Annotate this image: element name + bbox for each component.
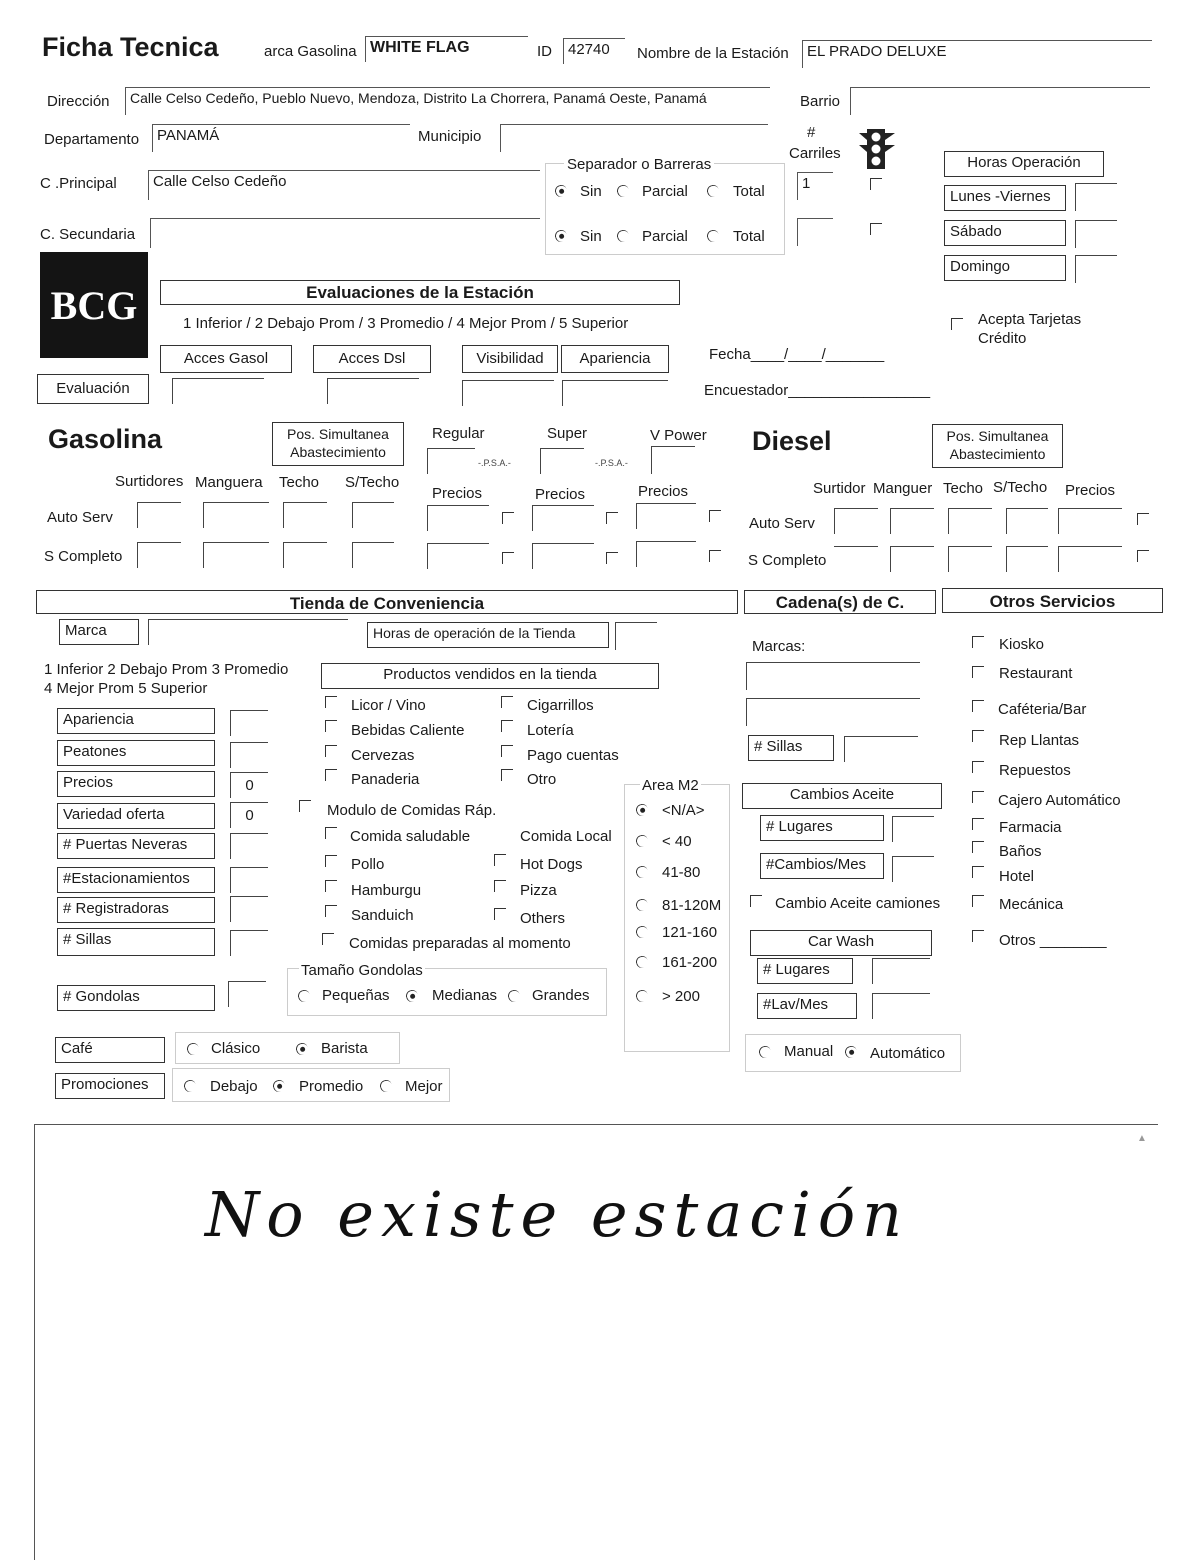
domingo-label: Domingo <box>944 255 1066 281</box>
promedio-label: Promedio <box>299 1078 364 1095</box>
credito-label: Crédito <box>978 330 1027 347</box>
cadena-sillas-field[interactable] <box>844 736 918 762</box>
area-title: Area M2 <box>642 777 699 794</box>
grandes-label: Grandes <box>532 987 590 1004</box>
visibilidad-field[interactable] <box>462 380 554 406</box>
pizza-checkbox[interactable] <box>494 880 506 892</box>
banos-label: Baños <box>999 843 1042 860</box>
tienda-horas-label: Horas de operación de la Tienda <box>367 622 609 648</box>
rating-variedad-label: Variedad oferta <box>57 803 215 829</box>
repuestos-label: Repuestos <box>999 762 1071 779</box>
vpower-precios-header: Precios <box>638 483 689 500</box>
bebidas-label: Bebidas Caliente <box>351 722 465 739</box>
cw-lugares-field[interactable] <box>872 958 930 984</box>
principal-parcial-label: Parcial <box>642 183 688 200</box>
principal-total-label: Total <box>733 183 765 200</box>
diesel-pos-simultanea <box>932 424 1063 468</box>
clasico-label: Clásico <box>211 1040 261 1057</box>
secundaria-carriles-field[interactable] <box>797 218 833 246</box>
licor-checkbox[interactable] <box>325 696 337 708</box>
domingo-field[interactable] <box>1075 255 1117 283</box>
barrio-field[interactable] <box>850 87 1150 115</box>
diesel-abast-label: Abastecimiento <box>949 446 1046 462</box>
diesel-pos-label: Pos. Simultanea <box>946 428 1049 444</box>
gas-as-regular-precio[interactable] <box>427 505 489 531</box>
rating-sillas-field[interactable] <box>230 930 268 956</box>
acces-dsl-field[interactable] <box>327 378 419 404</box>
banos-checkbox[interactable] <box>972 841 984 853</box>
secundaria-parcial-label: Parcial <box>642 228 688 245</box>
dsl-auto-serv-label: Auto Serv <box>749 515 815 532</box>
debajo-label: Debajo <box>210 1078 258 1095</box>
cervezas-label: Cervezas <box>351 747 415 764</box>
lav-mes-label: #Lav/Mes <box>757 993 857 1019</box>
loteria-label: Lotería <box>527 722 574 739</box>
hotel-checkbox[interactable] <box>972 866 984 878</box>
marcas-label: Marcas: <box>752 638 806 655</box>
mejor-label: Mejor <box>405 1078 443 1095</box>
rating-precios-field[interactable]: 0 <box>230 772 268 798</box>
separador-label: Separador o Barreras <box>564 156 714 173</box>
gas-sc-vpower-check[interactable] <box>709 550 721 562</box>
dsl-sc-precio[interactable] <box>1058 546 1122 572</box>
gas-sc-super-check[interactable] <box>606 552 618 564</box>
evaluaciones-header: Evaluaciones de la Estación <box>160 280 680 305</box>
gas-sc-manguera[interactable] <box>203 542 269 568</box>
promociones-label: Promociones <box>55 1073 165 1099</box>
marcas-field-2[interactable] <box>746 698 920 726</box>
lunes-viernes-label: Lunes -Viernes <box>944 185 1066 211</box>
others-checkbox[interactable] <box>494 908 506 920</box>
secundaria-total-label: Total <box>733 228 765 245</box>
manguera-header: Manguera <box>195 474 263 491</box>
apariencia-eval-label: Apariencia <box>561 345 669 373</box>
gas-as-super-check[interactable] <box>606 512 618 524</box>
principal-carriles-field[interactable]: 1 <box>797 172 833 200</box>
restaurant-checkbox[interactable] <box>972 666 984 678</box>
rating-sillas-label: # Sillas <box>57 928 215 956</box>
otro-producto-label: Otro <box>527 771 557 788</box>
acepta-tarjetas-checkbox[interactable] <box>951 318 963 330</box>
cadena-sillas-label: # Sillas <box>748 735 834 761</box>
evaluaciones-scale: 1 Inferior / 2 Debajo Prom / 3 Promedio / 4 Mejor Prom / 5 Superior <box>183 315 629 332</box>
cambio-camiones-checkbox[interactable] <box>750 895 762 907</box>
licor-label: Licor / Vino <box>351 697 426 714</box>
evaluacion-label: Evaluación <box>37 374 149 404</box>
acces-gasol-label: Acces Gasol <box>160 345 292 373</box>
gas-as-regular-check[interactable] <box>502 512 514 524</box>
encuestador-field[interactable]: Encuestador_________________ <box>704 382 931 399</box>
medianas-label: Medianas <box>432 987 498 1004</box>
area-121-160-label: 121-160 <box>662 924 718 941</box>
fecha-field[interactable]: Fecha____/____/_______ <box>709 346 885 363</box>
rating-variedad-field[interactable]: 0 <box>230 802 268 828</box>
c-secundaria-field[interactable] <box>150 218 540 248</box>
productos-header: Productos vendidos en la tienda <box>321 663 659 689</box>
scroll-up-icon[interactable]: ▲ <box>1137 1133 1147 1144</box>
dsl-sc-techo[interactable] <box>948 546 992 572</box>
tienda-horas-field[interactable] <box>615 622 657 650</box>
form-title: Ficha Tecnica <box>42 32 219 62</box>
horas-operacion-header: Horas Operación <box>944 151 1104 177</box>
acces-gasol-field[interactable] <box>172 378 264 404</box>
acepta-tarjetas-label: Acepta Tarjetas <box>978 311 1082 328</box>
manual-label: Manual <box>784 1043 834 1060</box>
cambios-mes-field[interactable] <box>892 856 934 882</box>
regular-label: Regular <box>432 425 485 442</box>
tienda-scale-1: 1 Inferior 2 Debajo Prom 3 Promedio <box>44 661 289 678</box>
dsl-as-stecho[interactable] <box>1006 508 1048 534</box>
principal-sin-label: Sin <box>580 183 602 200</box>
cambios-lugares-label: # Lugares <box>760 815 884 841</box>
lav-mes-field[interactable] <box>872 993 930 1019</box>
kiosko-label: Kiosko <box>999 636 1045 653</box>
gasolina-pos-label: Pos. Simultanea <box>287 426 389 442</box>
diesel-precios-header: Precios <box>1065 482 1116 499</box>
otros-servicios-header: Otros Servicios <box>942 588 1163 613</box>
carriles-label: Carriles <box>789 145 841 162</box>
marca-gasolina-field[interactable]: WHITE FLAG <box>365 36 528 62</box>
cafeteria-label: Caféteria/Bar <box>998 701 1087 718</box>
pollo-label: Pollo <box>351 856 385 873</box>
car-wash-header: Car Wash <box>750 930 932 956</box>
departamento-field[interactable]: PANAMÁ <box>152 124 410 152</box>
rating-peatones-label: Peatones <box>57 740 215 766</box>
repuestos-checkbox[interactable] <box>972 761 984 773</box>
id-field[interactable]: 42740 <box>563 38 625 64</box>
panaderia-checkbox[interactable] <box>325 769 337 781</box>
gas-as-techo[interactable] <box>283 502 327 528</box>
gas-sc-techo[interactable] <box>283 542 327 568</box>
cafeteria-checkbox[interactable] <box>972 700 984 712</box>
gasolina-title: Gasolina <box>48 424 163 454</box>
pago-cuentas-label: Pago cuentas <box>527 747 619 764</box>
restaurant-label: Restaurant <box>999 665 1073 682</box>
dsl-as-manguer[interactable] <box>890 508 934 534</box>
departamento-label: Departamento <box>44 131 140 148</box>
gas-sc-stecho[interactable] <box>352 542 394 568</box>
cambios-aceite-header: Cambios Aceite <box>742 783 942 809</box>
lunes-viernes-field[interactable] <box>1075 183 1117 211</box>
pago-cuentas-checkbox[interactable] <box>501 745 513 757</box>
kiosko-checkbox[interactable] <box>972 636 984 648</box>
mecanica-label: Mecánica <box>999 896 1064 913</box>
diesel-surtidor-header: Surtidor <box>813 480 866 497</box>
farmacia-checkbox[interactable] <box>972 818 984 830</box>
apariencia-eval-field[interactable] <box>562 380 668 406</box>
municipio-field[interactable] <box>500 124 768 152</box>
dsl-sc-surtidor[interactable] <box>834 546 878 572</box>
rating-gondolas-label: # Gondolas <box>57 985 215 1011</box>
hot-dogs-label: Hot Dogs <box>520 856 583 873</box>
gas-s-completo-label: S Completo <box>44 548 123 565</box>
vpower-label: V Power <box>650 427 707 444</box>
rating-puertas-label: # Puertas Neveras <box>57 833 215 859</box>
psa-label-2: -.P.S.A.- <box>595 458 628 468</box>
psa-label-1: -.P.S.A.- <box>478 458 511 468</box>
marcas-field-1[interactable] <box>746 662 920 690</box>
cervezas-checkbox[interactable] <box>325 745 337 757</box>
bebidas-checkbox[interactable] <box>325 720 337 732</box>
cambios-lugares-field[interactable] <box>892 816 934 842</box>
dsl-sc-manguer[interactable] <box>890 546 934 572</box>
dsl-as-surtidor[interactable] <box>834 508 878 534</box>
dsl-as-precio[interactable] <box>1058 508 1122 534</box>
rep-llantas-checkbox[interactable] <box>972 730 984 742</box>
dsl-sc-check[interactable] <box>1137 550 1149 562</box>
c-principal-field[interactable]: Calle Celso Cedeño <box>148 170 540 200</box>
comida-local-label: Comida Local <box>520 828 612 845</box>
principal-semaforo-checkbox[interactable] <box>870 178 882 190</box>
diesel-stecho-header: S/Techo <box>993 479 1048 496</box>
gas-as-manguera[interactable] <box>203 502 269 528</box>
acces-dsl-label: Acces Dsl <box>313 345 431 373</box>
surtidores-header: Surtidores <box>115 473 184 490</box>
sabado-label: Sábado <box>944 220 1066 246</box>
municipio-label: Municipio <box>418 128 482 145</box>
area-40-label: < 40 <box>662 833 692 850</box>
gas-sc-surtidores[interactable] <box>137 542 181 568</box>
area-group <box>624 784 730 1052</box>
comida-saludable-checkbox[interactable] <box>325 827 337 839</box>
gas-sc-regular-check[interactable] <box>502 552 514 564</box>
traffic-light-icon <box>858 128 896 170</box>
rating-puertas-field[interactable] <box>230 833 268 859</box>
techo-header: Techo <box>279 474 320 491</box>
cambio-camiones-label: Cambio Aceite camiones <box>775 895 941 912</box>
diesel-title: Diesel <box>752 426 832 456</box>
area-200-label: > 200 <box>662 988 700 1005</box>
area-161-200-label: 161-200 <box>662 954 718 971</box>
cigarrillos-checkbox[interactable] <box>501 696 513 708</box>
direccion-label: Dirección <box>47 93 110 110</box>
nombre-estacion-field[interactable]: EL PRADO DELUXE <box>802 40 1152 68</box>
area-na-label: <N/A> <box>662 802 705 819</box>
mecanica-checkbox[interactable] <box>972 895 984 907</box>
otro-producto-checkbox[interactable] <box>501 769 513 781</box>
regular-psa-field[interactable] <box>427 448 475 474</box>
gas-sc-vpower-precio[interactable] <box>636 541 696 567</box>
diesel-manguer-header: Manguer <box>873 480 933 497</box>
cigarrillos-label: Cigarrillos <box>527 697 594 714</box>
id-label: ID <box>537 43 552 60</box>
tienda-marca-label: Marca <box>59 619 139 645</box>
otros-label: Otros ________ <box>999 932 1107 949</box>
comidas-prep-checkbox[interactable] <box>322 933 334 945</box>
visibilidad-label: Visibilidad <box>462 345 558 373</box>
cw-lugares-label: # Lugares <box>757 958 853 984</box>
gasolina-pos-simultanea <box>272 422 404 466</box>
cafe-label: Café <box>55 1037 165 1063</box>
area-41-80-label: 41-80 <box>662 864 701 881</box>
rating-estacionamientos-field[interactable] <box>230 867 268 893</box>
rating-peatones-field[interactable] <box>230 742 268 768</box>
sanduich-label: Sanduich <box>351 907 414 924</box>
cajero-checkbox[interactable] <box>972 791 984 803</box>
gas-as-vpower-check[interactable] <box>709 510 721 522</box>
rating-estacionamientos-label: #Estacionamientos <box>57 867 215 893</box>
hotel-label: Hotel <box>999 868 1035 885</box>
comida-saludable-label: Comida saludable <box>350 828 471 845</box>
others-label: Others <box>520 910 566 927</box>
tienda-marca-field[interactable] <box>148 619 348 645</box>
comidas-prep-label: Comidas preparadas al momento <box>349 935 571 952</box>
gondolas-title: Tamaño Gondolas <box>301 962 423 979</box>
gas-as-stecho[interactable] <box>352 502 394 528</box>
rating-registradoras-label: # Registradoras <box>57 897 215 923</box>
super-precios-header: Precios <box>535 486 586 503</box>
sanduich-checkbox[interactable] <box>325 905 337 917</box>
hamburgu-label: Hamburgu <box>351 882 422 899</box>
rating-registradoras-field[interactable] <box>230 896 268 922</box>
panaderia-label: Panaderia <box>351 771 420 788</box>
pequenas-label: Pequeñas <box>322 987 390 1004</box>
bcg-logo <box>40 252 148 358</box>
rating-apariencia-field[interactable] <box>230 710 268 736</box>
loteria-checkbox[interactable] <box>501 720 513 732</box>
vpower-psa-field[interactable] <box>651 446 695 474</box>
dsl-sc-stecho[interactable] <box>1006 546 1048 572</box>
gas-auto-serv-label: Auto Serv <box>47 509 113 526</box>
automatico-label: Automático <box>870 1045 946 1062</box>
gas-sc-regular-precio[interactable] <box>427 543 489 569</box>
bcg-logo-text: BCG <box>50 283 138 328</box>
gas-as-surtidores[interactable] <box>137 502 181 528</box>
barista-label: Barista <box>321 1040 368 1057</box>
carriles-hash: # <box>807 124 816 141</box>
tienda-header: Tienda de Conveniencia <box>36 590 738 614</box>
dsl-as-check[interactable] <box>1137 513 1149 525</box>
otros-checkbox[interactable] <box>972 930 984 942</box>
c-secundaria-label: C. Secundaria <box>40 226 136 243</box>
dsl-as-techo[interactable] <box>948 508 992 534</box>
hamburgu-checkbox[interactable] <box>325 880 337 892</box>
rating-gondolas-field[interactable] <box>228 981 266 1007</box>
modulo-comidas-label: Modulo de Comidas Ráp. <box>327 802 497 819</box>
rating-apariencia-label: Apariencia <box>57 708 215 734</box>
gasolina-abast-label: Abastecimiento <box>290 444 386 460</box>
diesel-techo-header: Techo <box>943 480 984 497</box>
handwritten-note: No existe estación <box>205 1178 910 1251</box>
hot-dogs-checkbox[interactable] <box>494 854 506 866</box>
farmacia-label: Farmacia <box>999 819 1062 836</box>
secundaria-semaforo-checkbox[interactable] <box>870 223 882 235</box>
super-label: Super <box>547 425 588 442</box>
secundaria-sin-label: Sin <box>580 228 602 245</box>
super-psa-field[interactable] <box>540 448 584 474</box>
cajero-label: Cajero Automático <box>998 792 1121 809</box>
cambios-mes-label: #Cambios/Mes <box>760 853 884 879</box>
dsl-s-completo-label: S Completo <box>748 552 827 569</box>
regular-precios-header: Precios <box>432 485 483 502</box>
sabado-field[interactable] <box>1075 220 1117 248</box>
barrio-label: Barrio <box>800 93 841 110</box>
rating-precios-label: Precios <box>57 771 215 797</box>
nombre-estacion-label: Nombre de la Estación <box>637 45 789 62</box>
tienda-scale-2: 4 Mejor Prom 5 Superior <box>44 680 208 697</box>
gas-as-super-precio[interactable] <box>532 505 594 531</box>
pizza-label: Pizza <box>520 882 557 899</box>
cadena-header: Cadena(s) de C. <box>744 590 936 614</box>
gas-as-vpower-precio[interactable] <box>636 503 696 529</box>
stecho-header: S/Techo <box>345 474 400 491</box>
rep-llantas-label: Rep Llantas <box>999 732 1080 749</box>
direccion-field[interactable]: Calle Celso Cedeño, Pueblo Nuevo, Mendoza, Distrito La Chorrera, Panamá Oeste, Panamá <box>125 87 770 115</box>
pollo-checkbox[interactable] <box>325 855 337 867</box>
modulo-comidas-checkbox[interactable] <box>299 800 311 812</box>
area-81-120-label: 81-120M <box>662 897 722 914</box>
marca-gasolina-label: arca Gasolina <box>264 43 357 60</box>
c-principal-label: C .Principal <box>40 175 117 192</box>
gas-sc-super-precio[interactable] <box>532 543 594 569</box>
